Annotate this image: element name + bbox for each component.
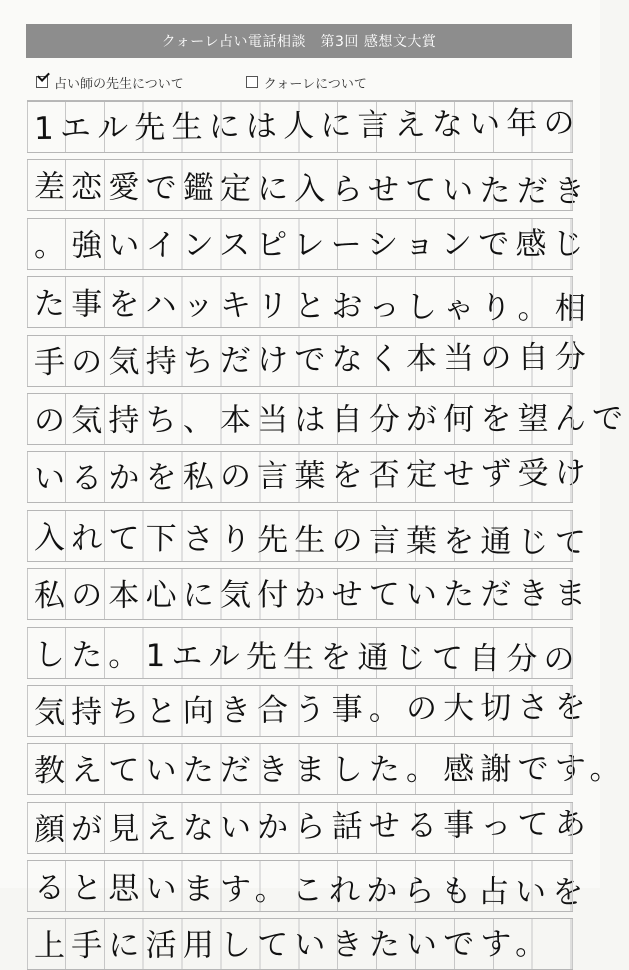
category-options <box>36 70 556 94</box>
option-fortune-teller-label: 占い師の先生について <box>54 76 184 92</box>
handwritten-line: 私の本心に気付かせていただきま <box>33 575 593 614</box>
handwritten-line: 上手に活用していきたいです。 <box>33 926 553 964</box>
handwriting-row <box>27 101 581 153</box>
option-fortune-teller[interactable] <box>36 73 184 92</box>
handwritten-line: 教えていただきました。感謝です。 <box>33 750 627 789</box>
handwriting-row <box>27 451 593 503</box>
handwriting-row <box>27 335 593 387</box>
option-cuore-label: クォーレについて <box>263 76 367 92</box>
handwriting-row <box>27 685 593 737</box>
handwriting-row <box>27 276 593 328</box>
handwritten-line: た事をハッキリとおっしゃり。相 <box>33 285 593 327</box>
handwriting-row <box>27 568 593 620</box>
handwritten-line: した。1エル先生を通じて自分の <box>33 636 581 677</box>
handwritten-line: いるかを私の言葉を否定せず受け <box>33 455 593 497</box>
handwriting-row <box>27 393 629 445</box>
handwritten-line: 入れて下さり先生の言葉を通じて <box>33 519 593 561</box>
handwriting-row <box>27 802 593 854</box>
option-cuore[interactable] <box>246 73 367 92</box>
essay-title-bar <box>26 24 572 58</box>
checkmark-icon <box>37 69 50 82</box>
handwritten-line: 差恋愛で鑑定に入らせていただき <box>33 168 592 210</box>
handwritten-line: 。強いインスピレーションで感じ <box>33 225 590 264</box>
handwriting-row <box>27 743 627 795</box>
handwriting-row <box>27 627 581 679</box>
checked-checkbox-icon[interactable] <box>36 76 48 88</box>
handwritten-line: 気持ちと向き合う事。の大切さを <box>33 688 593 731</box>
unchecked-checkbox-icon[interactable] <box>246 76 258 88</box>
handwriting-row <box>27 159 592 211</box>
handwritten-line: ると思います。これからも占いを <box>33 869 590 911</box>
handwritten-line: 手の気持ちだけでなく本当の自分 <box>33 338 593 381</box>
handwriting-row <box>27 860 590 912</box>
essay-title: クォーレ占い電話相談 第3回 感想文大賞 <box>161 34 437 50</box>
handwriting-row <box>27 510 593 562</box>
handwritten-line: 顔が見えないから話せる事ってあ <box>33 805 593 848</box>
handwriting-row <box>27 918 573 970</box>
handwriting-row <box>27 218 590 270</box>
handwritten-line: の気持ち、本当は自分が何を望んで <box>33 400 629 439</box>
writing-grid <box>27 100 629 964</box>
handwritten-line: 1エル先生には人に言えない年の <box>33 104 581 147</box>
